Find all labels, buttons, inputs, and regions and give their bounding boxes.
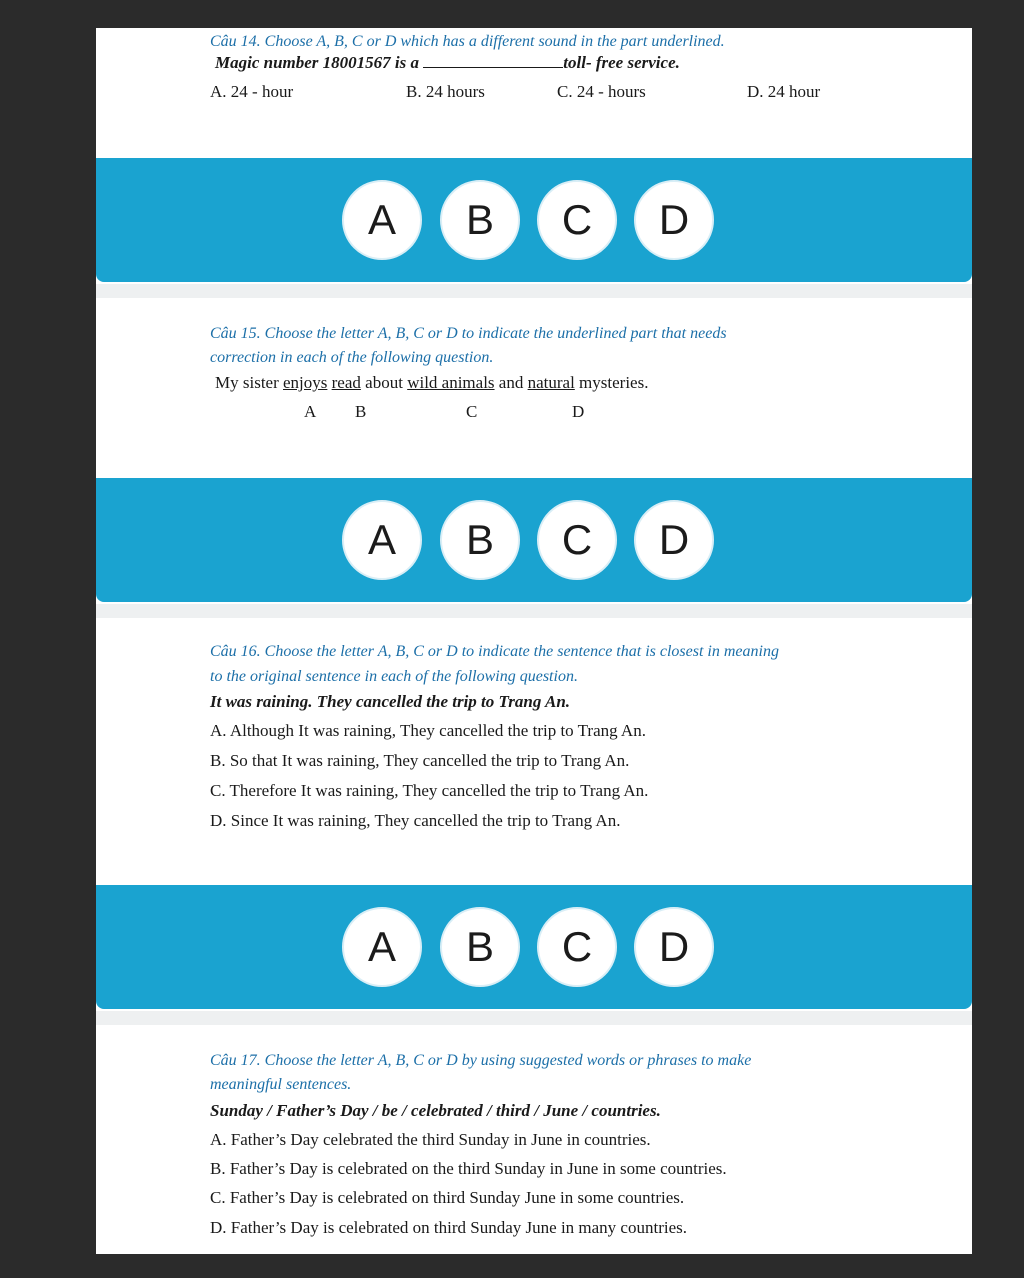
q16-answer-b-button[interactable]: B xyxy=(440,907,520,987)
q14-answer-c-button[interactable]: C xyxy=(537,180,617,260)
q16-answer-d-button[interactable]: D xyxy=(634,907,714,987)
q14-answer-d-button[interactable]: D xyxy=(634,180,714,260)
q15-answer-c-button[interactable]: C xyxy=(537,500,617,580)
q14-stem: Magic number 18001567 is a toll- free service. xyxy=(215,53,680,72)
q16-option-a: A. Although It was raining, They cancelled the trip to Trang An. xyxy=(210,721,646,740)
q16-title-line1: Câu 16. Choose the letter A, B, C or D to indicate the sentence that is closest in meaning xyxy=(210,643,779,660)
divider xyxy=(96,604,972,618)
q17-option-c: C. Father’s Day is celebrated on third Sunday June in some countries. xyxy=(210,1188,685,1207)
q15-underlined-c: wild animals xyxy=(407,373,495,392)
q14-answer-panel xyxy=(96,158,972,282)
q16-stem: It was raining. They cancelled the trip to Trang An. xyxy=(210,692,571,711)
q14-title: Câu 14. Choose A, B, C or D which has a different sound in the part underlined. xyxy=(210,33,725,50)
q14-option-b: B. 24 hours xyxy=(406,82,485,101)
q15-underlined-a: enjoys xyxy=(283,373,328,392)
q14-option-d: D. 24 hour xyxy=(747,82,821,101)
q17-title-line2: meaningful sentences. xyxy=(210,1076,352,1093)
q17-option-b: B. Father’s Day is celebrated on the third Sunday in June in some countries. xyxy=(210,1159,727,1178)
q17-title-line1: Câu 17. Choose the letter A, B, C or D by using suggested words or phrases to make xyxy=(210,1052,752,1069)
q14-option-c: C. 24 - hours xyxy=(557,82,646,101)
q17-stem: Sunday / Father’s Day / be / celebrated / third / June / countries. xyxy=(210,1101,661,1120)
q16-option-c: C. Therefore It was raining, They cancelled the trip to Trang An. xyxy=(210,781,649,800)
q16-option-b: B. So that It was raining, They cancelled the trip to Trang An. xyxy=(210,751,630,770)
q17-option-a: A. Father’s Day celebrated the third Sunday in June in countries. xyxy=(210,1130,651,1149)
q14-option-a: A. 24 - hour xyxy=(210,82,294,101)
q14-answer-b-button[interactable]: B xyxy=(440,180,520,260)
q15-title-line1: Câu 15. Choose the letter A, B, C or D to indicate the underlined part that needs xyxy=(210,325,727,342)
q17-option-d: D. Father’s Day is celebrated on third Sunday June in many countries. xyxy=(210,1218,687,1237)
q14-blank xyxy=(423,53,563,68)
q15-answer-d-button[interactable]: D xyxy=(634,500,714,580)
q15-letter-d: D xyxy=(572,402,585,421)
q15-sentence: My sister enjoys read about wild animals and natural mysteries. xyxy=(215,373,649,392)
divider xyxy=(96,1011,972,1025)
q15-answer-a-button[interactable]: A xyxy=(342,500,422,580)
q15-underlined-b: read xyxy=(331,373,361,392)
q16-answer-c-button[interactable]: C xyxy=(537,907,617,987)
q16-answer-panel xyxy=(96,885,972,1009)
q15-answer-b-button[interactable]: B xyxy=(440,500,520,580)
q14-answer-a-button[interactable]: A xyxy=(342,180,422,260)
q15-letter-a: A xyxy=(304,402,317,421)
q15-underlined-d: natural xyxy=(527,373,575,392)
q16-title-line2: to the original sentence in each of the following question. xyxy=(210,668,578,685)
q16-answer-a-button[interactable]: A xyxy=(342,907,422,987)
q15-letter-c: C xyxy=(466,402,478,421)
q15-answer-panel xyxy=(96,478,972,602)
q15-letter-b: B xyxy=(355,402,367,421)
divider xyxy=(96,284,972,298)
q15-title-line2: correction in each of the following question. xyxy=(210,349,494,366)
q16-option-d: D. Since It was raining, They cancelled the trip to Trang An. xyxy=(210,811,621,830)
